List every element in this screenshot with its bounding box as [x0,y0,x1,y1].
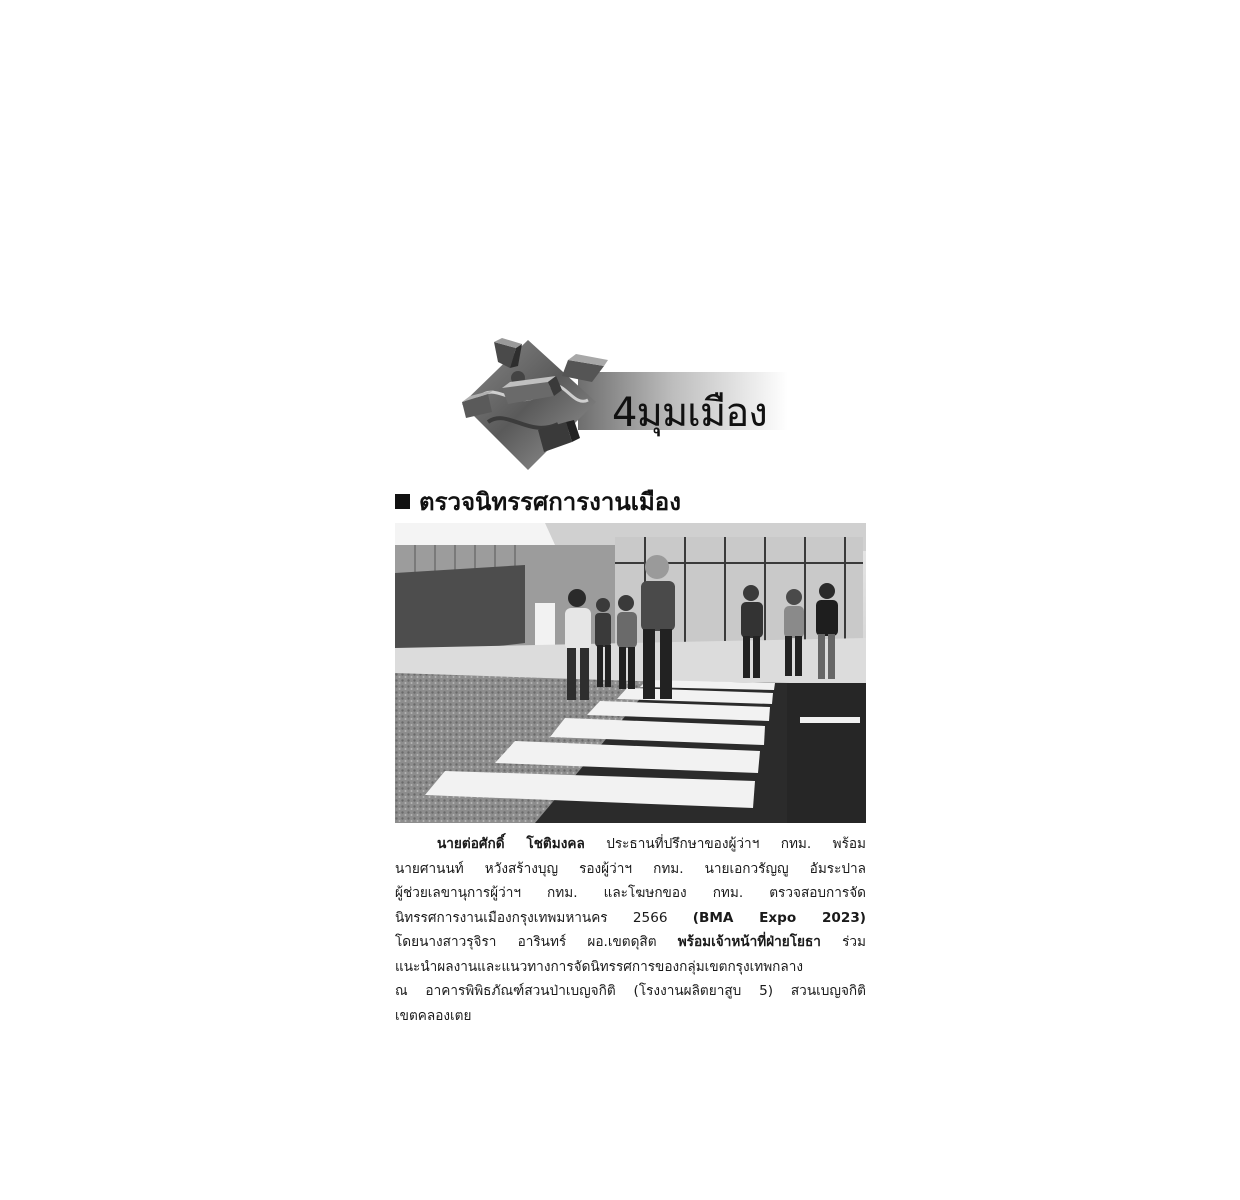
section-title: 4มุมเมือง [612,390,767,436]
photo-caption [395,832,866,1028]
caption-line: แนะนำผลงานและแนวทางการจัดนิทรรศการของกลุ่มเขตกรุงเทพกลาง [395,958,804,975]
caption-line: นิทรรศการงานเมืองกรุงเทพมหานคร 2566 (BMA Expo 2023) [395,909,866,926]
caption-line: โดยนางสาวรุจิรา อารินทร์ ผอ.เขตดุสิต พร้อมเจ้าหน้าที่ฝ่ายโยธา ร่วม [395,934,866,950]
caption-line: ณ อาคารพิพิธภัณฑ์สวนป่าเบญจกิติ (โรงงานผลิตยาสูบ 5) สวนเบญจกิติ [395,983,866,999]
caption-line: เขตคลองเตย [395,1007,472,1024]
square-bullet-icon [395,494,410,509]
caption-line: นายศานนท์ หวังสร้างบุญ รองผู้ว่าฯ กทม. นายเอกวรัญญู อัมระปาล [395,860,866,877]
headline-row [395,484,865,518]
caption-person-name: นายต่อศักดิ์ โชติมงคล [437,836,585,852]
caption-staff: พร้อมเจ้าหน้าที่ฝ่ายโยธา [677,934,821,950]
news-photo [395,523,866,823]
caption-line: นายต่อศักดิ์ โชติมงคล ประธานที่ปรึกษาของผู้ว่าฯ กทม. พร้อม [437,836,866,852]
caption-line: ผู้ช่วยเลขานุการผู้ว่าฯ กทม. และโฆษกของ กทม. ตรวจสอบการจัด [395,885,866,901]
caption-event-name: (BMA Expo 2023) [692,909,866,926]
headline: ตรวจนิทรรศการงานเมือง [419,487,681,516]
